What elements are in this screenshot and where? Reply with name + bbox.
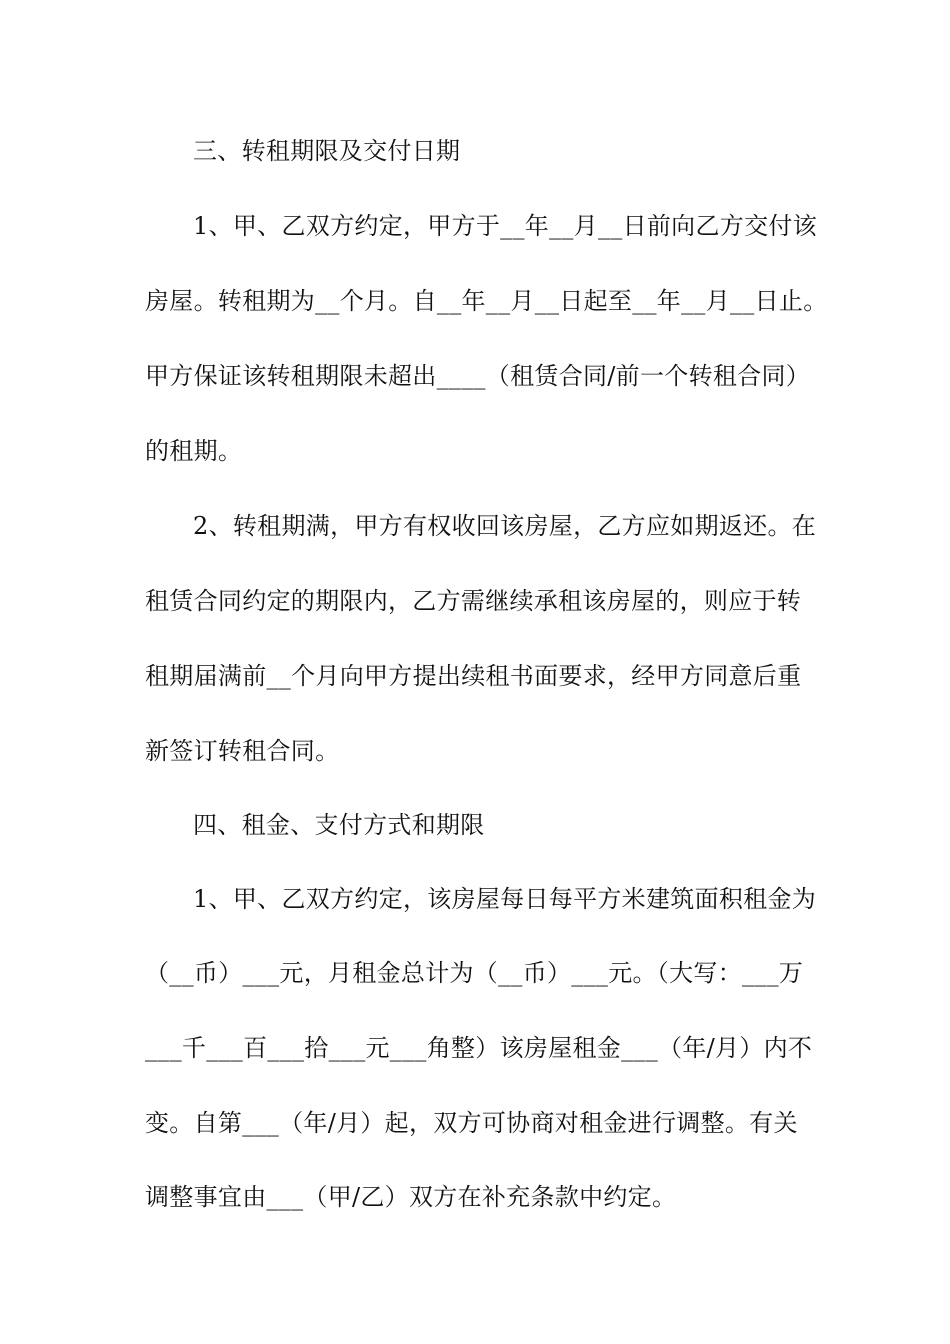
paragraph-line: 甲方保证该转租期限未超出____（租赁合同/前一个转租合同） (145, 362, 811, 390)
paragraph-line: 的租期。 (145, 437, 243, 465)
paragraph-line: 变。自第___（年/月）起，双方可协商对租金进行调整。有关 (145, 1109, 798, 1137)
paragraph-line: 调整事宜由___（甲/乙）双方在补充条款中约定。 (145, 1183, 677, 1211)
paragraph-line: 租期届满前__个月向甲方提出续租书面要求，经甲方同意后重 (145, 662, 802, 690)
paragraph-line: 房屋。转租期为__个月。自__年__月__日起至__年__月__日止。 (145, 287, 828, 315)
paragraph-line: 1、甲、乙双方约定，该房屋每日每平方米建筑面积租金为 (193, 885, 817, 913)
section-heading-3: 三、转租期限及交付日期 (193, 137, 461, 165)
paragraph-line: 新签订转租合同。 (145, 737, 340, 765)
paragraph-line: ___千___百___拾___元___角整）该房屋租金___（年/月）内不 (145, 1034, 813, 1062)
paragraph-line: （__币）___元，月租金总计为（__币）___元。（大写：___万 (145, 959, 804, 987)
paragraph-line: 2、转租期满，甲方有权收回该房屋，乙方应如期返还。在 (193, 512, 817, 540)
section-heading-4: 四、租金、支付方式和期限 (193, 811, 485, 839)
paragraph-line: 1、甲、乙双方约定，甲方于__年__月__日前向乙方交付该 (193, 212, 817, 240)
paragraph-line: 租赁合同约定的期限内，乙方需继续承租该房屋的，则应于转 (145, 587, 802, 615)
